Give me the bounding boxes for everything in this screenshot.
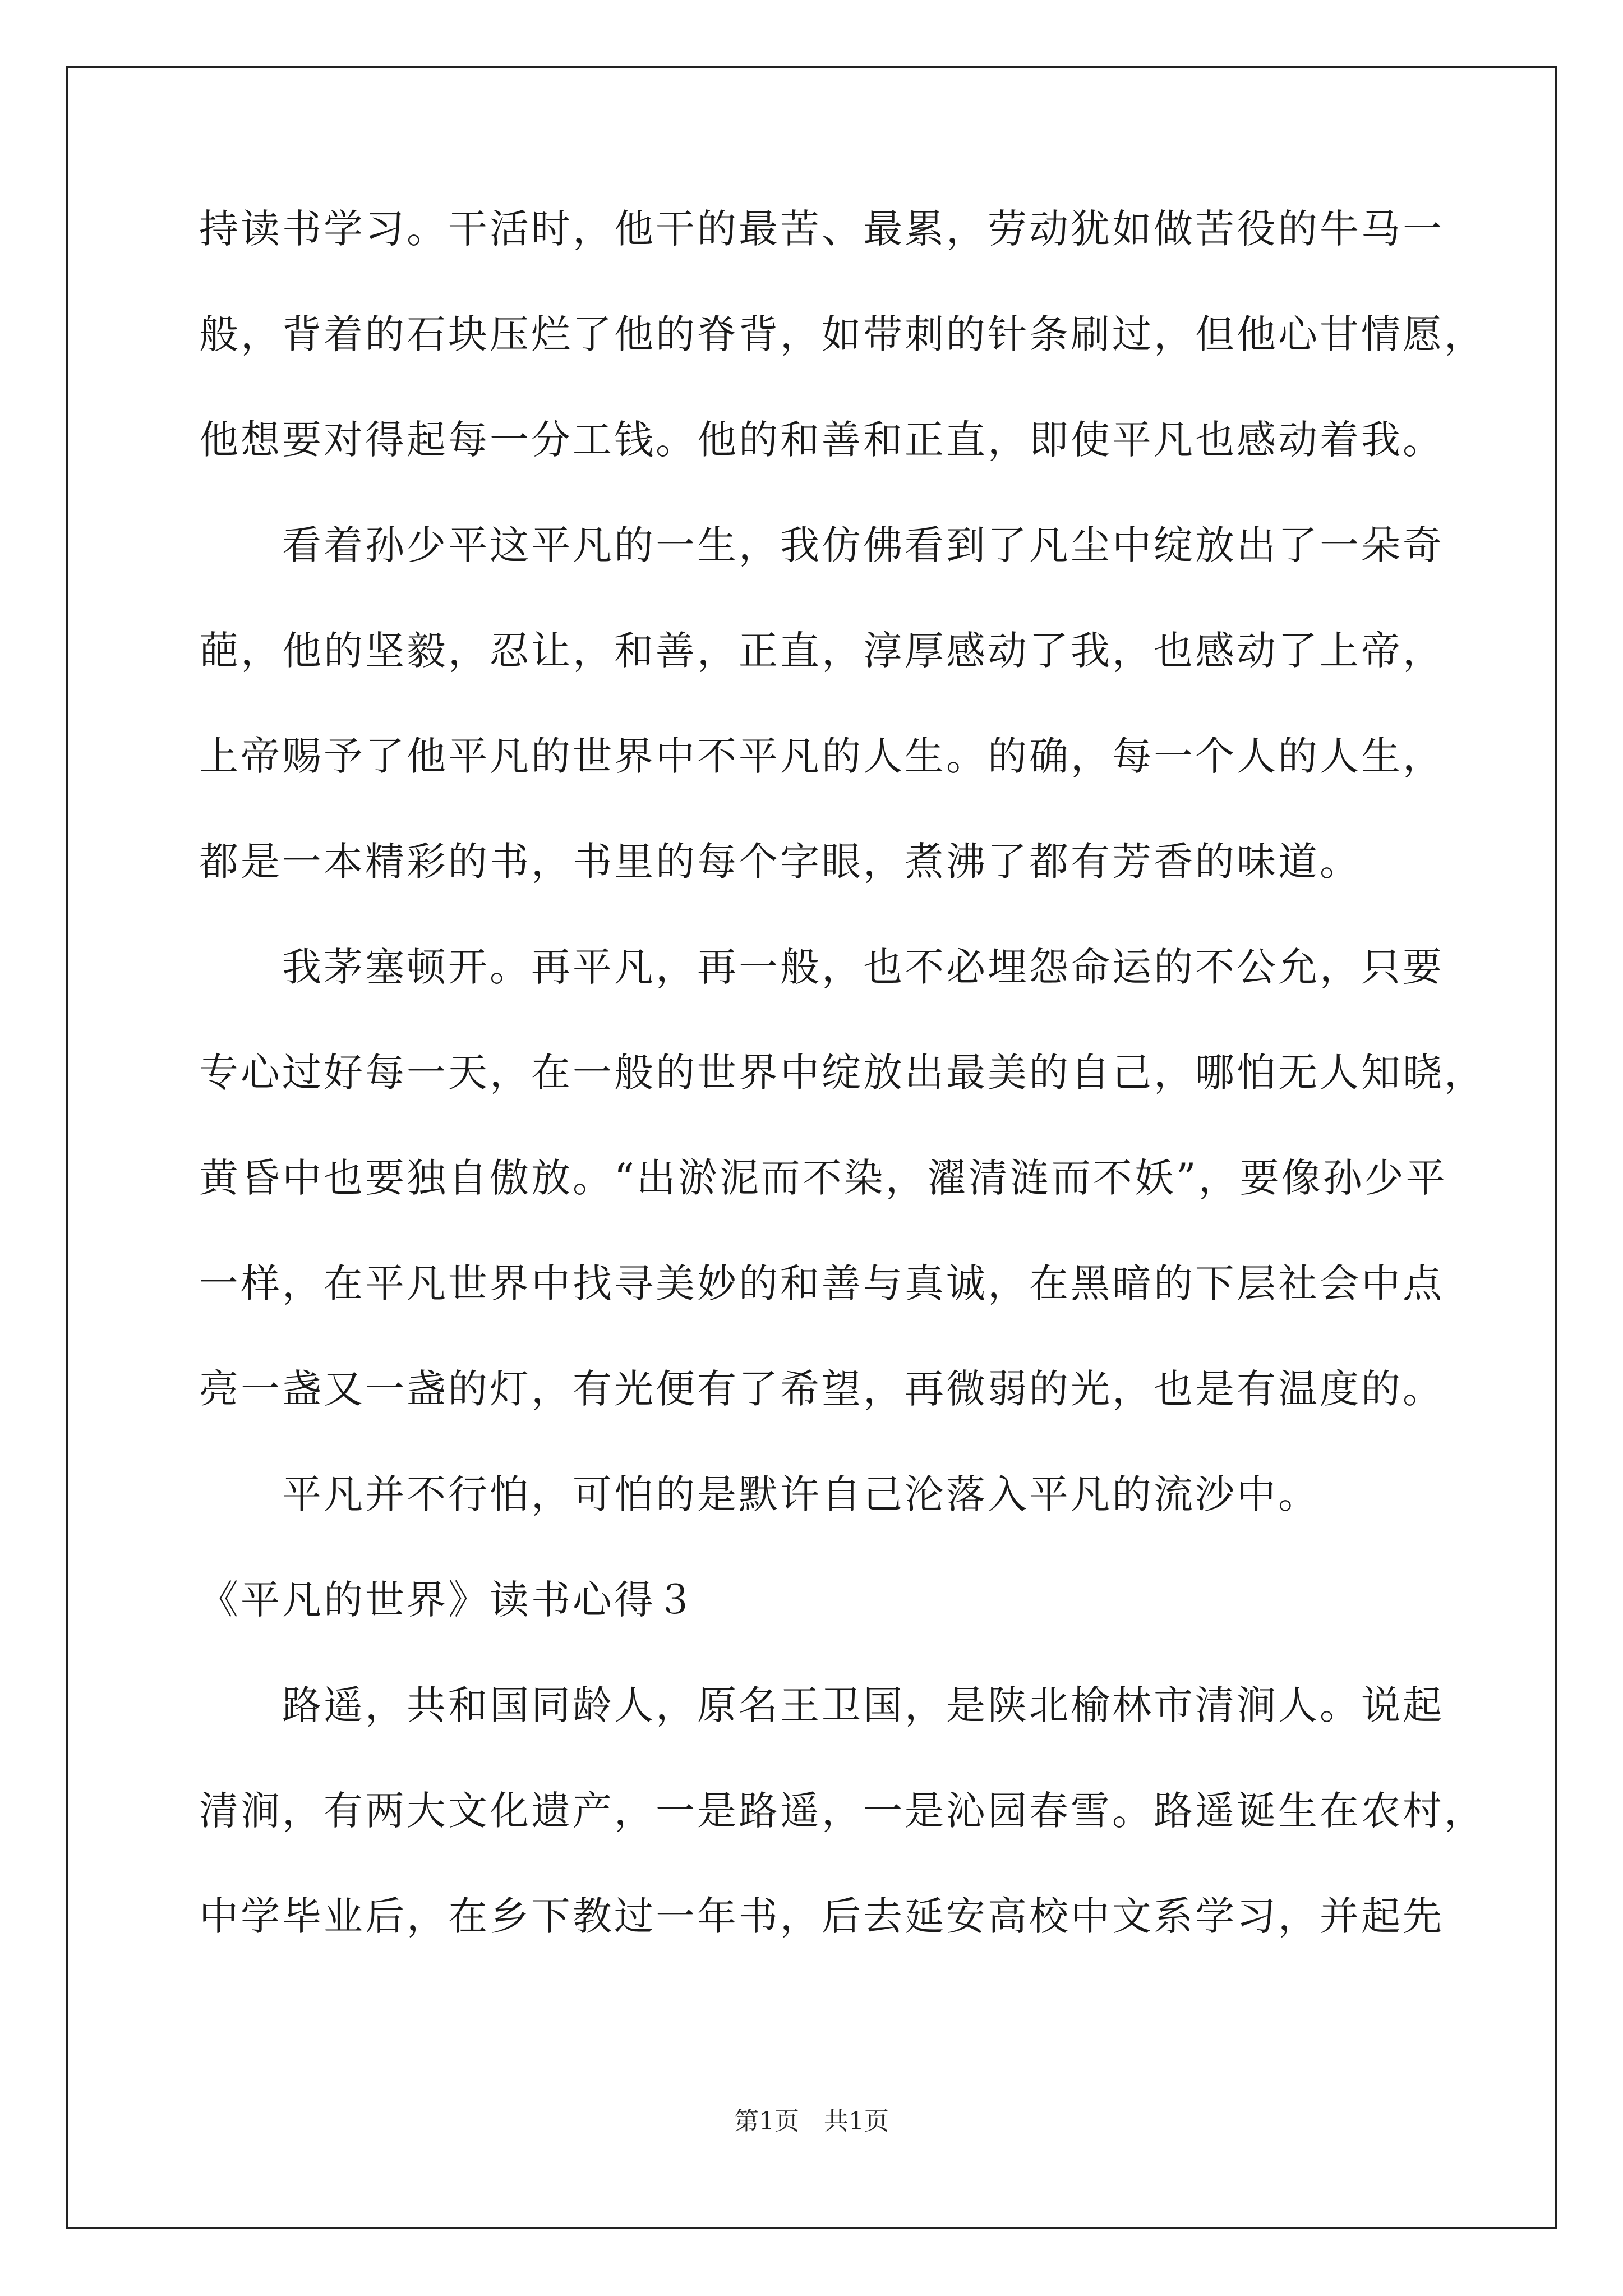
text-line: 葩，他的坚毅，忍让，和善，正直，淳厚感动了我，也感动了上帝， — [199, 628, 1444, 674]
text-line: 专心过好每一天，在一般的世界中绽放出最美的自己，哪怕无人知晓， — [199, 1050, 1486, 1096]
text-line: 般，背着的石块压烂了他的脊背，如带刺的针条刷过，但他心甘情愿， — [199, 311, 1486, 357]
text-line: 一样，在平凡世界中找寻美妙的和善与真诚，在黑暗的下层社会中点 — [199, 1260, 1444, 1306]
text-line: 上帝赐予了他平凡的世界中不平凡的人生。的确，每一个人的人生， — [199, 733, 1444, 779]
text-line: 黄昏中也要独自傲放。“出淤泥而不染，濯清涟而不妖”，要像孙少平 — [199, 1155, 1447, 1201]
text-line: 他想要对得起每一分工钱。他的和善和正直，即使平凡也感动着我。 — [199, 417, 1444, 463]
paragraph-first-line: 我茅塞顿开。再平凡，再一般，也不必埋怨命运的不公允，只要 — [282, 944, 1444, 990]
text-line: 都是一本精彩的书，书里的每个字眼，煮沸了都有芳香的味道。 — [199, 839, 1361, 885]
page-footer: 第1页 共1页 — [734, 2107, 889, 2136]
text-line: 持读书学习。干活时，他干的最苦、最累，劳动犹如做苦役的牛马一 — [199, 206, 1444, 252]
paragraph-first-line: 平凡并不行怕，可怕的是默许自己沦落入平凡的流沙中。 — [282, 1471, 1320, 1517]
paragraph-first-line: 路遥，共和国同龄人，原名王卫国，是陕北榆林市清涧人。说起 — [282, 1682, 1444, 1728]
text-line: 亮一盏又一盏的灯，有光便有了希望，再微弱的光，也是有温度的。 — [199, 1366, 1444, 1412]
paragraph-first-line: 看着孙少平这平凡的一生，我仿佛看到了凡尘中绽放出了一朵奇 — [282, 522, 1444, 568]
text-line: 清涧，有两大文化遗产，一是路遥，一是沁园春雪。路遥诞生在农村， — [199, 1788, 1486, 1834]
text-line: 中学毕业后，在乡下教过一年书，后去延安高校中文系学习，并起先 — [199, 1893, 1444, 1939]
section-heading: 《平凡的世界》读书心得３ — [199, 1577, 697, 1623]
